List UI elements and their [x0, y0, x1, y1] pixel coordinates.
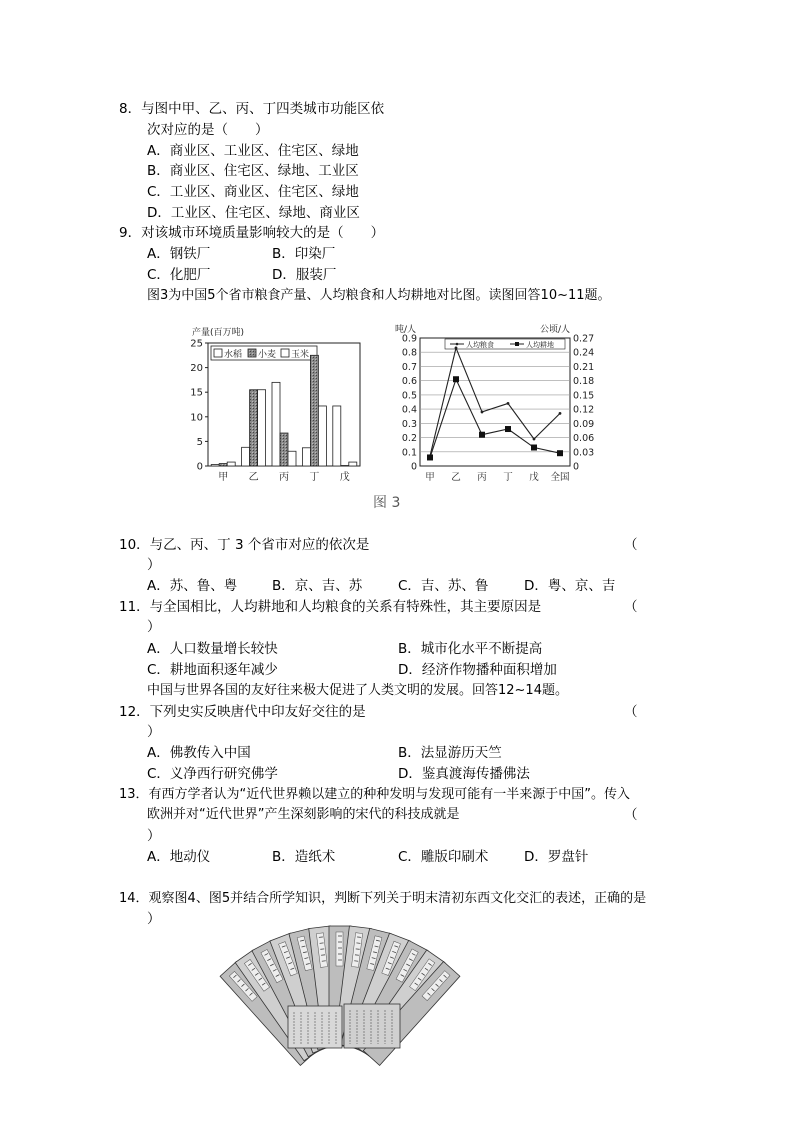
point-人均粮食: [533, 438, 536, 441]
line-legend-marker-1: [515, 342, 519, 346]
per-capita-line-chart: [395, 323, 594, 483]
line-right-axis-label: 公顷/人: [540, 325, 571, 335]
old-books-photo: [240, 918, 445, 1048]
line-x-tick-label: 戊: [529, 472, 539, 483]
legend-label-0: 水稻: [224, 350, 243, 360]
line-x-tick-label: 丁: [503, 472, 513, 483]
q12-option-d: D．鉴真渡海传播佛法: [398, 766, 530, 782]
q11-stem: 11．与全国相比，人均耕地和人均粮食的关系有特殊性，其主要原因是: [119, 599, 542, 615]
q13-option-c: C．雕版印刷术: [398, 849, 489, 865]
q13-stem-line2: 欧洲并对“近代世界”产生深刻影响的宋代的科技成就是: [147, 807, 460, 822]
line-x-tick-label: 乙: [451, 472, 461, 483]
q9-option-d: D．服装厂: [272, 267, 337, 283]
q10-option-d: D．粤、京、吉: [524, 578, 616, 594]
q11-paren-open: （: [624, 599, 638, 615]
q13-option-b: B．造纸术: [272, 849, 336, 865]
bar-水稻-戊: [333, 406, 341, 466]
legend-label-1: 小麦: [258, 350, 277, 360]
bar-小麦-甲: [219, 464, 227, 466]
legend-label-2: 玉米: [291, 350, 310, 360]
line-left-axis-label: 吨/人: [395, 325, 417, 335]
bar-y-tick-label: 25: [190, 338, 203, 350]
bar-y-tick-label: 15: [190, 387, 203, 399]
q13-option-d: D．罗盘针: [524, 849, 589, 865]
q12-option-b: B．法显游历天竺: [398, 745, 502, 761]
q8-option-a: A．商业区、工业区、住宅区、绿地: [147, 143, 359, 159]
figure-3: [190, 318, 595, 518]
q9-option-c: C．化肥厂: [147, 267, 211, 283]
q9-stem: 9．对该城市环境质量影响较大的是（ ）: [119, 225, 385, 241]
bar-玉米-丁: [318, 406, 326, 466]
line-left-tick-label: 0.9: [401, 333, 417, 345]
series-line-人均耕地: [430, 379, 560, 457]
line-right-tick-label: 0.06: [573, 433, 595, 445]
bar-y-tick-label: 20: [190, 363, 203, 375]
q12-paren-open: （: [624, 704, 638, 720]
q10-stem: 10．与乙、丙、丁 3 个省市对应的依次是: [119, 537, 370, 553]
fig3-intro: 图3为中国5个省市粮食产量、人均粮食和人均耕地对比图。读图回答10~11题。: [147, 288, 611, 303]
line-right-tick-label: 0: [573, 461, 580, 473]
point-人均粮食: [455, 347, 458, 350]
q13-option-a: A．地动仪: [147, 849, 211, 865]
line-right-tick-label: 0.21: [573, 361, 595, 373]
legend-swatch-0: [214, 349, 222, 357]
q8-stem-line1: 8．与图中甲、乙、丙、丁四类城市功能区依: [119, 101, 385, 117]
bar-水稻-乙: [242, 447, 250, 466]
bar-水稻-甲: [211, 465, 219, 466]
bar-玉米-戊: [349, 462, 357, 466]
line-left-tick-label: 0.8: [401, 347, 417, 359]
q10-option-c: C．吉、苏、鲁: [398, 578, 489, 594]
point-人均耕地: [479, 432, 485, 438]
q11-paren-close: ）: [147, 619, 161, 635]
line-right-tick-label: 0.24: [573, 347, 595, 359]
q11-option-c: C．耕地面积逐年减少: [147, 662, 278, 678]
bar-玉米-丙: [288, 451, 296, 466]
q8-option-c: C．工业区、商业区、住宅区、绿地: [147, 184, 359, 200]
q12-14-intro: 中国与世界各国的友好往来极大促进了人类文明的发展。回答12~14题。: [147, 683, 568, 698]
line-left-tick-label: 0.2: [401, 433, 417, 445]
bar-y-axis-label: 产量(百万吨): [192, 328, 245, 338]
q11-option-a: A．人口数量增长较快: [147, 641, 278, 657]
book-label-slip: [336, 932, 343, 966]
point-人均粮食: [507, 402, 510, 405]
q9-option-b: B．印染厂: [272, 246, 336, 262]
bar-水稻-丁: [302, 448, 310, 466]
point-人均粮食: [559, 412, 562, 415]
line-right-tick-label: 0.27: [573, 333, 595, 345]
line-left-tick-label: 0.4: [401, 404, 417, 416]
series-line-人均粮食: [430, 348, 560, 456]
bar-y-tick-label: 10: [190, 412, 203, 424]
q14-paren-close: ）: [147, 911, 161, 927]
bar-水稻-丙: [272, 382, 280, 466]
line-left-tick-label: 0.3: [401, 418, 417, 430]
line-x-tick-label: 全国: [550, 472, 570, 483]
fig3-caption: 图 3: [373, 495, 401, 511]
q12-option-a: A．佛教传入中国: [147, 745, 251, 761]
q12-option-c: C．义净西行研究佛学: [147, 766, 278, 782]
line-x-tick-label: 丙: [477, 472, 487, 483]
grain-output-bar-chart: [190, 326, 360, 483]
q8-option-d: D．工业区、住宅区、绿地、商业区: [147, 205, 360, 221]
legend-swatch-2: [281, 349, 289, 357]
bar-小麦-丁: [310, 355, 318, 466]
line-left-tick-label: 0: [410, 461, 417, 473]
q11-option-b: B．城市化水平不断提高: [398, 641, 543, 657]
bar-y-tick-label: 0: [196, 461, 203, 473]
bar-x-tick-label: 丁: [309, 472, 320, 483]
line-right-tick-label: 0.12: [573, 404, 595, 416]
bar-小麦-丙: [280, 433, 288, 466]
line-right-tick-label: 0.15: [573, 390, 595, 402]
point-人均耕地: [557, 450, 563, 456]
line-right-tick-label: 0.18: [573, 376, 595, 388]
q13-stem-line1: 13．有西方学者认为“近代世界赖以建立的种种发明与发现可能有一半来源于中国”。传入: [119, 787, 631, 802]
line-right-tick-label: 0.09: [573, 418, 595, 430]
q12-stem: 12．下列史实反映唐代中印友好交往的是: [119, 704, 366, 720]
point-人均耕地: [453, 376, 459, 382]
point-人均粮食: [481, 411, 484, 414]
q12-paren-close: ）: [147, 724, 161, 740]
bar-小麦-乙: [250, 390, 258, 466]
point-人均耕地: [427, 454, 433, 460]
q10-option-a: A．苏、鲁、粤: [147, 578, 238, 594]
q14-stem: 14．观察图4、图5并结合所学知识，判断下列关于明末清初东西文化交汇的表述，正确的是: [119, 891, 647, 906]
bar-x-tick-label: 戊: [339, 472, 350, 483]
q13-paren-open: （: [624, 807, 638, 823]
q13-paren-close: ）: [147, 828, 161, 844]
bar-x-tick-label: 甲: [218, 472, 229, 483]
q8-stem-line2: 次对应的是（ ）: [147, 122, 269, 138]
line-left-tick-label: 0.5: [401, 390, 417, 402]
line-x-tick-label: 甲: [425, 472, 435, 483]
line-legend-label-0: 人均粮食: [466, 341, 494, 349]
bar-x-tick-label: 丙: [279, 472, 289, 483]
line-legend-label-1: 人均耕地: [526, 341, 554, 349]
fanned-books-illustration: [220, 918, 460, 1065]
bar-玉米-乙: [258, 390, 266, 466]
point-人均耕地: [531, 445, 537, 451]
point-人均耕地: [505, 426, 511, 432]
open-book-right: [344, 1004, 400, 1048]
bar-x-tick-label: 乙: [248, 472, 259, 483]
line-left-tick-label: 0.6: [401, 376, 417, 388]
q9-option-a: A．钢铁厂: [147, 246, 211, 262]
line-left-tick-label: 0.7: [401, 361, 417, 373]
line-left-tick-label: 0.1: [401, 447, 417, 459]
q10-option-b: B．京、吉、苏: [272, 578, 363, 594]
q10-paren-open: （: [624, 537, 638, 553]
bar-玉米-甲: [227, 462, 235, 466]
q10-paren-close: ）: [147, 557, 161, 573]
line-right-tick-label: 0.03: [573, 447, 595, 459]
q11-option-d: D．经济作物播种面积增加: [398, 662, 557, 678]
legend-swatch-1: [248, 349, 256, 357]
q8-option-b: B．商业区、住宅区、绿地、工业区: [147, 163, 359, 179]
bar-y-tick-label: 5: [196, 436, 203, 448]
line-legend-marker-0: [456, 343, 459, 346]
